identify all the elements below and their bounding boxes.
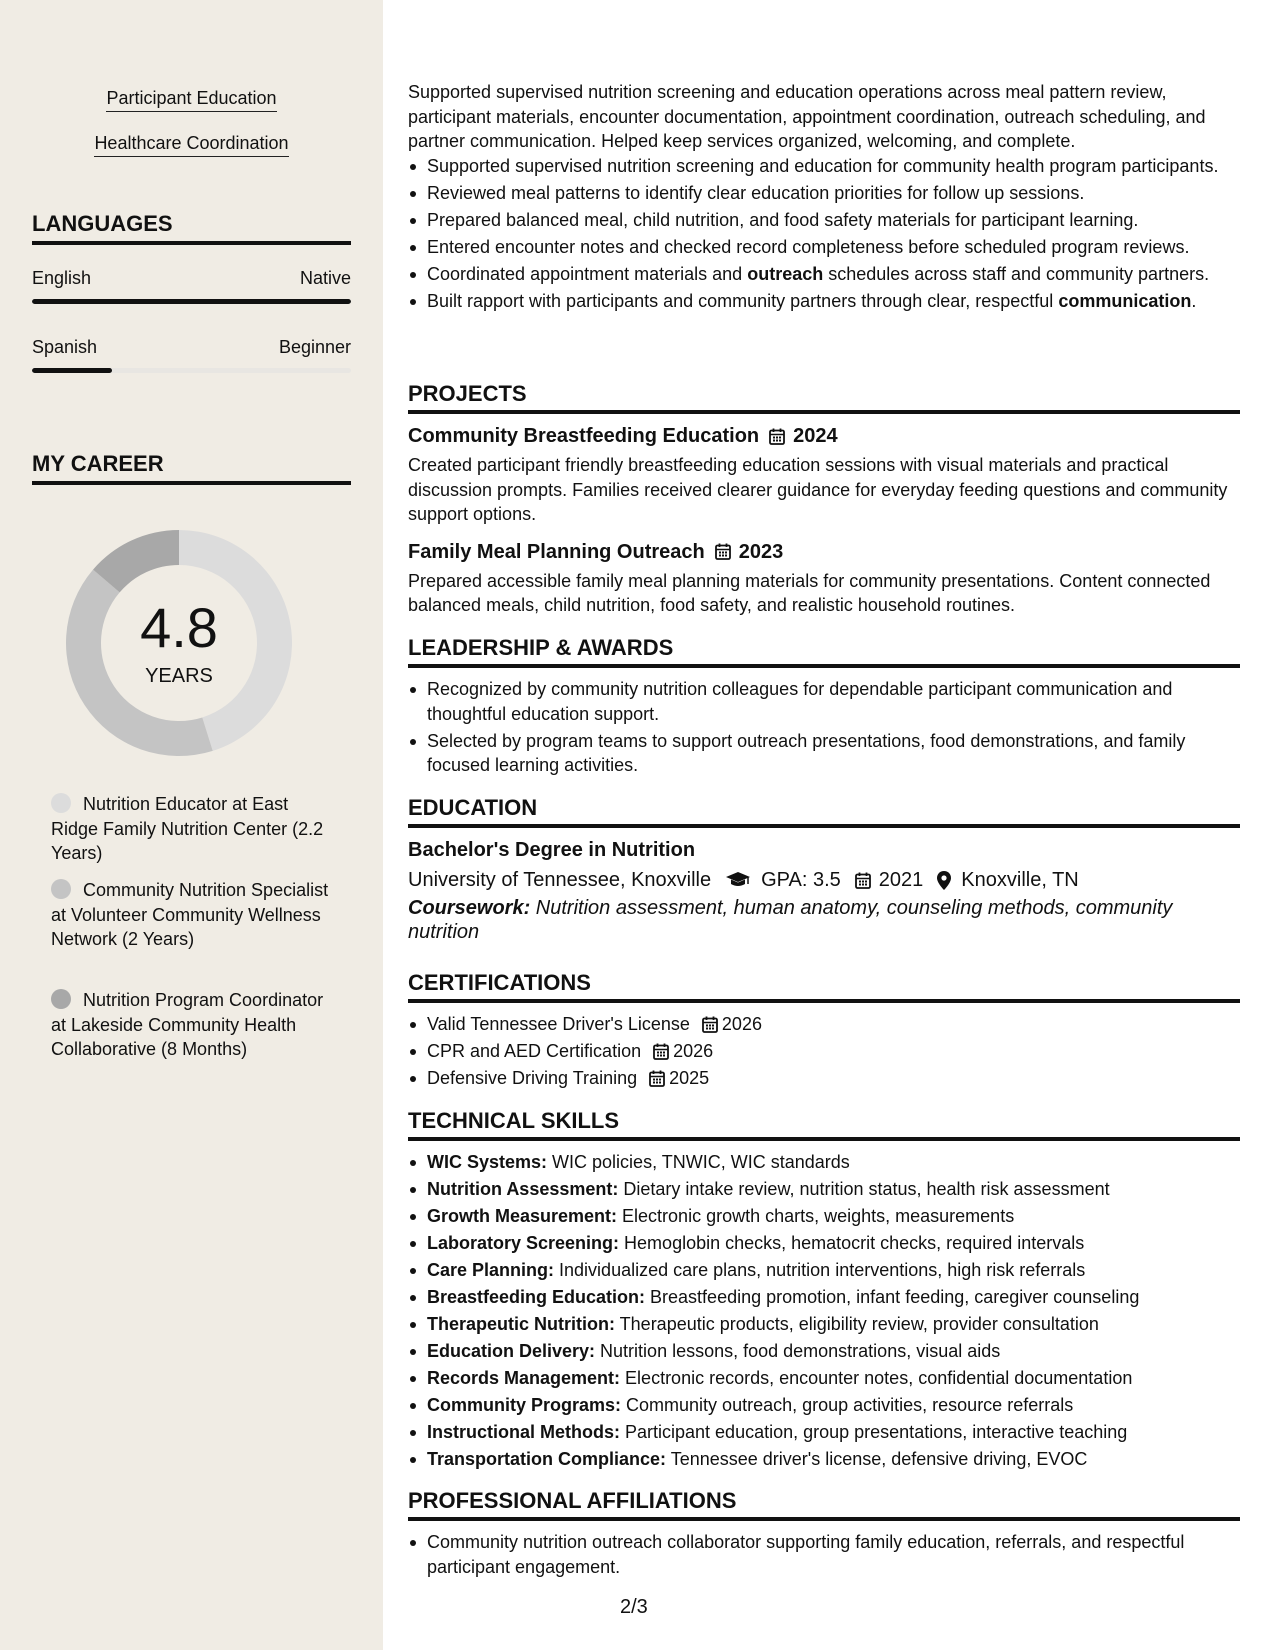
coursework: Coursework: Nutrition assessment, human anatomy, counseling methods, community nutrition bbox=[408, 897, 1173, 943]
experience-block bbox=[408, 80, 1240, 316]
experience-summary: Supported supervised nutrition screening and education operations across meal pattern review, participant materials, encounter documentation, appointment coordination, outreach scheduling, and partner communication. Helped keep services organized, welcoming, and complete. bbox=[408, 82, 1206, 151]
experience-bullets bbox=[408, 154, 1240, 314]
education-details bbox=[408, 867, 1240, 893]
language-bar-fill bbox=[32, 368, 112, 373]
section-title: LEADERSHIP & AWARDS bbox=[408, 635, 1240, 668]
list-item: Built rapport with participants and community partners through clear, respectful communication. bbox=[408, 289, 1240, 314]
language-name: Spanish bbox=[32, 337, 98, 357]
list-item: Community nutrition outreach collaborator supporting family education, referrals, and respectful participant engagement. bbox=[408, 1530, 1240, 1579]
list-item: Supported supervised nutrition screening and education for community health program participants. bbox=[408, 154, 1240, 179]
list-item: Education Delivery: Nutrition lessons, food demonstrations, visual aids bbox=[408, 1339, 1240, 1364]
career-years-unit: YEARS bbox=[145, 665, 213, 687]
location: Knoxville, TN bbox=[961, 869, 1079, 891]
list-item: Selected by program teams to support outreach presentations, food demonstrations, and family focused learning activities. bbox=[408, 729, 1240, 778]
career-legend-item bbox=[51, 988, 331, 1062]
calendar-icon bbox=[649, 1070, 665, 1087]
list-item: Prepared balanced meal, child nutrition, and food safety materials for participant learning. bbox=[408, 208, 1240, 233]
project-description: Created participant friendly breastfeeding education sessions with visual materials and practical discussion prompts. Families received clearer guidance for everyday feeding questions and community support options. bbox=[408, 455, 1228, 524]
section-title: EDUCATION bbox=[408, 795, 1240, 828]
skill-label: Participant Education bbox=[106, 88, 276, 112]
career-dot bbox=[51, 989, 71, 1009]
calendar-icon bbox=[702, 1016, 718, 1033]
languages-heading: LANGUAGES bbox=[32, 211, 351, 245]
education-section bbox=[408, 795, 1240, 944]
section-title: TECHNICAL SKILLS bbox=[408, 1108, 1240, 1141]
leadership-section bbox=[408, 635, 1240, 780]
calendar-icon bbox=[715, 543, 731, 560]
list-item: Care Planning: Individualized care plans, nutrition interventions, high risk referrals bbox=[408, 1258, 1240, 1283]
graduation-year: 2021 bbox=[878, 869, 924, 891]
language-name: English bbox=[32, 268, 92, 288]
technical-skills-section bbox=[408, 1108, 1240, 1474]
career-dot bbox=[51, 879, 71, 899]
section-title: PROJECTS bbox=[408, 381, 1240, 414]
project-title: Family Meal Planning Outreach 2023 bbox=[408, 540, 784, 563]
projects-section bbox=[408, 381, 1240, 618]
skill-tag bbox=[0, 133, 383, 157]
list-item: Entered encounter notes and checked record completeness before scheduled program reviews. bbox=[408, 235, 1240, 260]
project-title: Community Breastfeeding Education 2024 bbox=[408, 425, 838, 447]
skill-label: Healthcare Coordination bbox=[94, 133, 288, 157]
list-item: Valid Tennessee Driver's License 2026 bbox=[408, 1012, 1240, 1037]
list-item: Defensive Driving Training 2025 bbox=[408, 1066, 1240, 1091]
list-item: CPR and AED Certification 2026 bbox=[408, 1039, 1240, 1064]
language-level: Beginner bbox=[278, 337, 351, 357]
sidebar bbox=[0, 0, 383, 1650]
list-item: Growth Measurement: Electronic growth charts, weights, measurements bbox=[408, 1204, 1240, 1229]
affiliations-section bbox=[408, 1488, 1240, 1582]
list-item: WIC Systems: WIC policies, TNWIC, WIC standards bbox=[408, 1150, 1240, 1175]
degree-title: Bachelor's Degree in Nutrition bbox=[408, 839, 696, 861]
certifications-section bbox=[408, 970, 1240, 1093]
list-item: Breastfeeding Education: Breastfeeding promotion, infant feeding, caregiver counseling bbox=[408, 1285, 1240, 1310]
career-legend-item bbox=[51, 878, 331, 952]
language-level: Native bbox=[299, 268, 351, 288]
language-bar bbox=[32, 368, 351, 373]
career-heading: MY CAREER bbox=[32, 451, 351, 485]
calendar-icon bbox=[769, 428, 785, 445]
skill-tag bbox=[0, 88, 383, 112]
list-item: Transportation Compliance: Tennessee driver's license, defensive driving, EVOC bbox=[408, 1447, 1240, 1472]
list-item: Community Programs: Community outreach, group activities, resource referrals bbox=[408, 1393, 1240, 1418]
career-label: Nutrition Program Coordinator at Lakeside Community Health Collaborative (8 Months) bbox=[51, 990, 324, 1059]
project-description: Prepared accessible family meal planning materials for community presentations. Content connected balanced meals, child nutrition, food safety, and realistic household routines. bbox=[408, 570, 1211, 615]
career-label: Nutrition Educator at East Ridge Family Nutrition Center (2.2 Years) bbox=[51, 794, 324, 863]
graduation-cap-icon bbox=[725, 871, 751, 889]
career-total-years: 4.8 bbox=[140, 596, 218, 659]
list-item: Recognized by community nutrition colleagues for dependable participant communication and thoughtful education support. bbox=[408, 677, 1240, 726]
main-content bbox=[408, 0, 1240, 1650]
school-name: University of Tennessee, Knoxville bbox=[408, 869, 712, 891]
career-label: Community Nutrition Specialist at Volunteer Community Wellness Network (2 Years) bbox=[51, 880, 329, 949]
career-legend-item bbox=[51, 792, 331, 866]
gpa: GPA: 3.5 bbox=[761, 869, 841, 891]
calendar-icon bbox=[653, 1043, 669, 1060]
page-number: 2/3 bbox=[620, 1596, 648, 1618]
language-bar-fill bbox=[32, 299, 351, 304]
location-pin-icon bbox=[937, 871, 951, 890]
calendar-icon bbox=[855, 872, 871, 889]
list-item: Records Management: Electronic records, encounter notes, confidential documentation bbox=[408, 1366, 1240, 1391]
language-bar bbox=[32, 299, 351, 304]
list-item: Nutrition Assessment: Dietary intake review, nutrition status, health risk assessment bbox=[408, 1177, 1240, 1202]
career-dot bbox=[51, 793, 71, 813]
list-item: Coordinated appointment materials and outreach schedules across staff and community partners. bbox=[408, 262, 1240, 287]
list-item: Therapeutic Nutrition: Therapeutic products, eligibility review, provider consultation bbox=[408, 1312, 1240, 1337]
section-title: PROFESSIONAL AFFILIATIONS bbox=[408, 1488, 1240, 1521]
list-item: Reviewed meal patterns to identify clear education priorities for follow up sessions. bbox=[408, 181, 1240, 206]
section-title: CERTIFICATIONS bbox=[408, 970, 1240, 1003]
list-item: Laboratory Screening: Hemoglobin checks, hematocrit checks, required intervals bbox=[408, 1231, 1240, 1256]
list-item: Instructional Methods: Participant education, group presentations, interactive teaching bbox=[408, 1420, 1240, 1445]
